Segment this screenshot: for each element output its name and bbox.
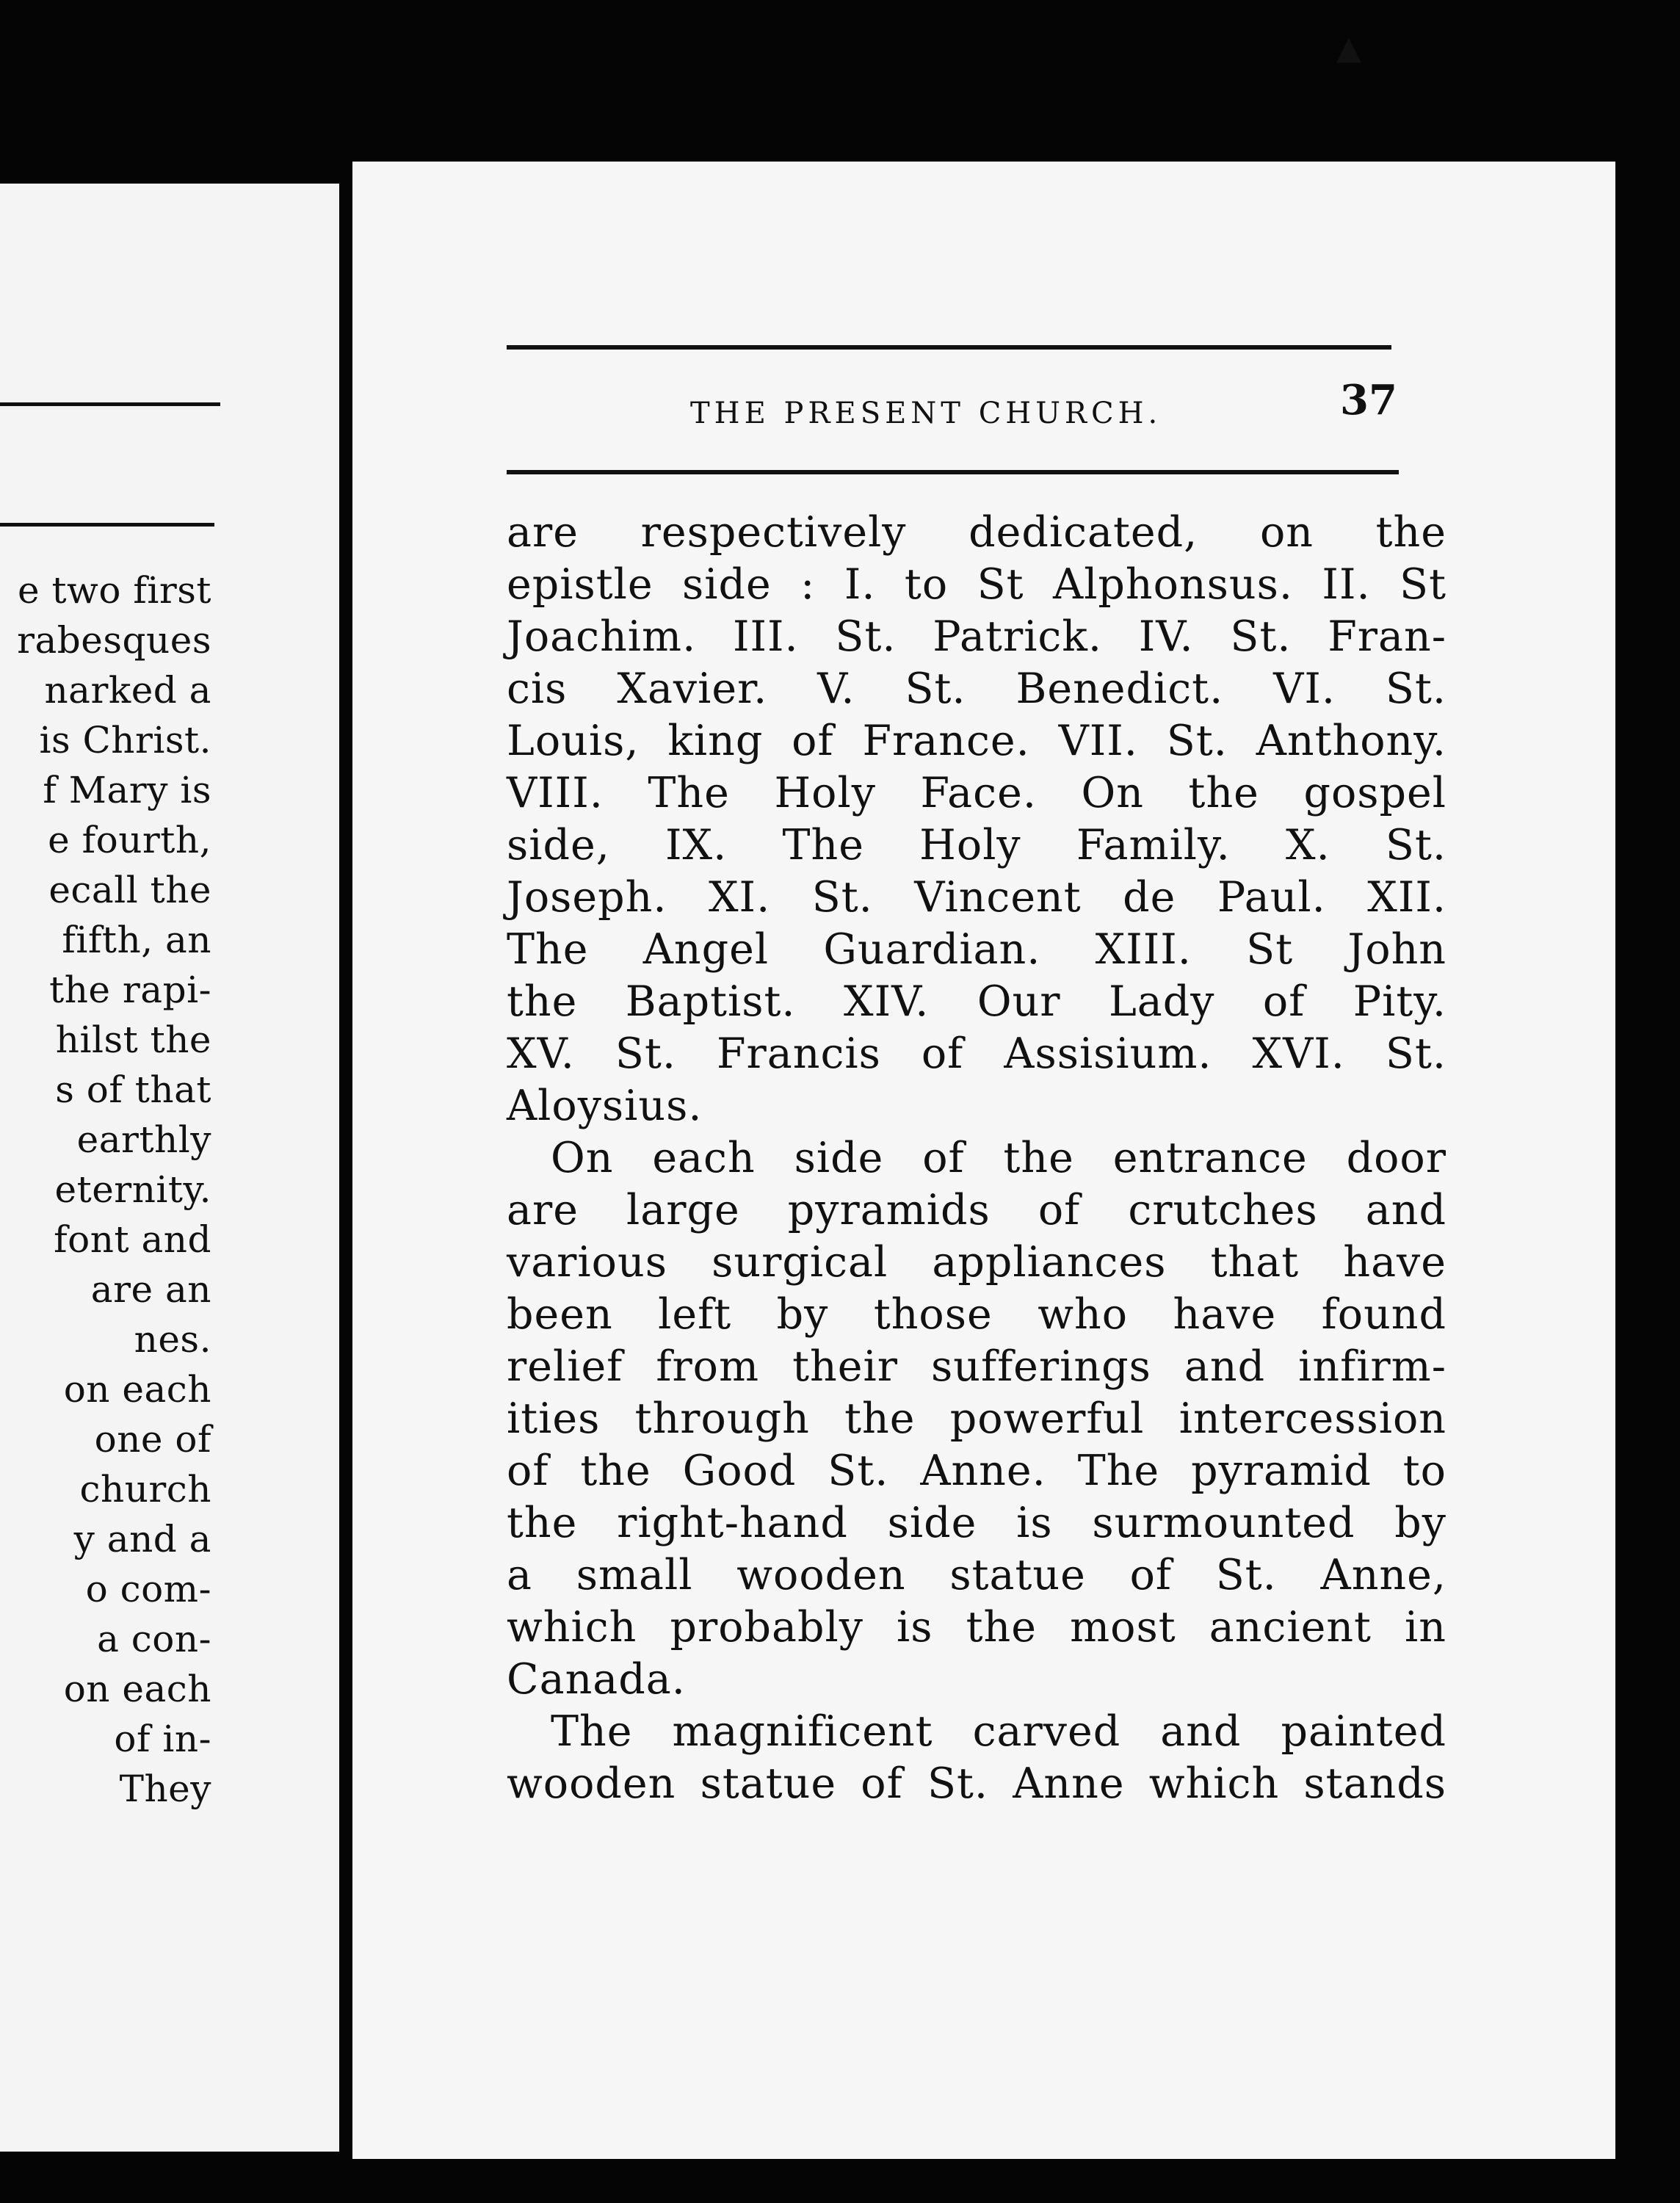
left-page-line: fifth, an [62, 919, 211, 961]
text-line: Joachim. III. St. Patrick. IV. St. Fran- [507, 612, 1447, 661]
left-page-line: font and [54, 1218, 211, 1261]
left-page-line: s of that [55, 1068, 211, 1111]
text-line: ities through the powerful intercession [507, 1394, 1447, 1443]
left-page-line: of in- [114, 1718, 211, 1760]
left-page-line: one of [94, 1418, 211, 1461]
text-line: The magnificent carved and painted [551, 1707, 1447, 1756]
left-page-line: narked a [44, 669, 211, 712]
left-page-text [0, 565, 211, 1814]
text-line: cis Xavier. V. St. Benedict. VI. St. [507, 665, 1447, 713]
left-page-line: are an [90, 1268, 211, 1311]
text-line: of the Good St. Anne. The pyramid to [507, 1447, 1447, 1495]
running-head: THE PRESENT CHURCH. [690, 397, 1162, 430]
text-line: Canada. [507, 1655, 686, 1704]
text-line: various surgical appliances that have [507, 1238, 1447, 1287]
left-page-line: They [119, 1768, 211, 1810]
text-line: the right-hand side is surmounted by [507, 1499, 1447, 1547]
left-page-line: church [79, 1468, 211, 1511]
left-page-line: hilst the [55, 1019, 211, 1061]
text-line: the Baptist. XIV. Our Lady of Pity. [507, 977, 1447, 1026]
text-line: wooden statue of St. Anne which stands [507, 1759, 1447, 1808]
left-page-line: is Christ. [39, 719, 211, 762]
ink-mark: ▲ [1336, 29, 1361, 67]
left-page-line: rabesques [17, 619, 211, 662]
page-number: 37 [1340, 376, 1397, 424]
text-line: XV. St. Francis of Assisium. XVI. St. [507, 1030, 1447, 1078]
text-line: which probably is the most ancient in [507, 1603, 1447, 1652]
left-page-header-rule-lower [0, 523, 214, 527]
header-rule-top [507, 345, 1391, 350]
left-page-line: the rapi- [49, 969, 211, 1011]
text-line: are respectively dedicated, on the [507, 508, 1447, 557]
left-page-line: f Mary is [43, 769, 211, 811]
text-line: are large pyramids of crutches and [507, 1186, 1447, 1234]
body-text [507, 507, 1447, 1810]
text-line: Louis, king of France. VII. St. Anthony. [507, 717, 1447, 765]
left-page-line: a con- [97, 1618, 211, 1660]
left-page-line: y and a [73, 1518, 211, 1560]
text-line: VIII. The Holy Face. On the gospel [507, 769, 1447, 817]
left-page-header-rule [0, 402, 220, 406]
text-line: Aloysius. [507, 1082, 703, 1130]
text-line: relief from their sufferings and infirm- [507, 1342, 1447, 1391]
header-rule-bottom [507, 470, 1399, 474]
text-line: been left by those who have found [507, 1290, 1447, 1339]
text-line: On each side of the entrance door [551, 1134, 1447, 1182]
left-page-line: e two first [17, 569, 211, 612]
left-page-line: ecall the [48, 869, 211, 911]
left-page-line: earthly [76, 1118, 211, 1161]
left-page-line: eternity. [54, 1168, 211, 1211]
left-page-line: o com- [85, 1568, 211, 1610]
left-page-line: on each [63, 1368, 211, 1411]
text-line: The Angel Guardian. XIII. St John [507, 925, 1447, 974]
left-page-line: nes. [134, 1318, 211, 1361]
text-line: epistle side : I. to St Alphonsus. II. St [507, 560, 1447, 609]
text-line: Joseph. XI. St. Vincent de Paul. XII. [507, 873, 1447, 922]
text-line: a small wooden statue of St. Anne, [507, 1551, 1447, 1599]
left-page-line: e fourth, [48, 819, 211, 861]
text-line: side, IX. The Holy Family. X. St. [507, 821, 1447, 869]
left-page-line: on each [63, 1668, 211, 1710]
